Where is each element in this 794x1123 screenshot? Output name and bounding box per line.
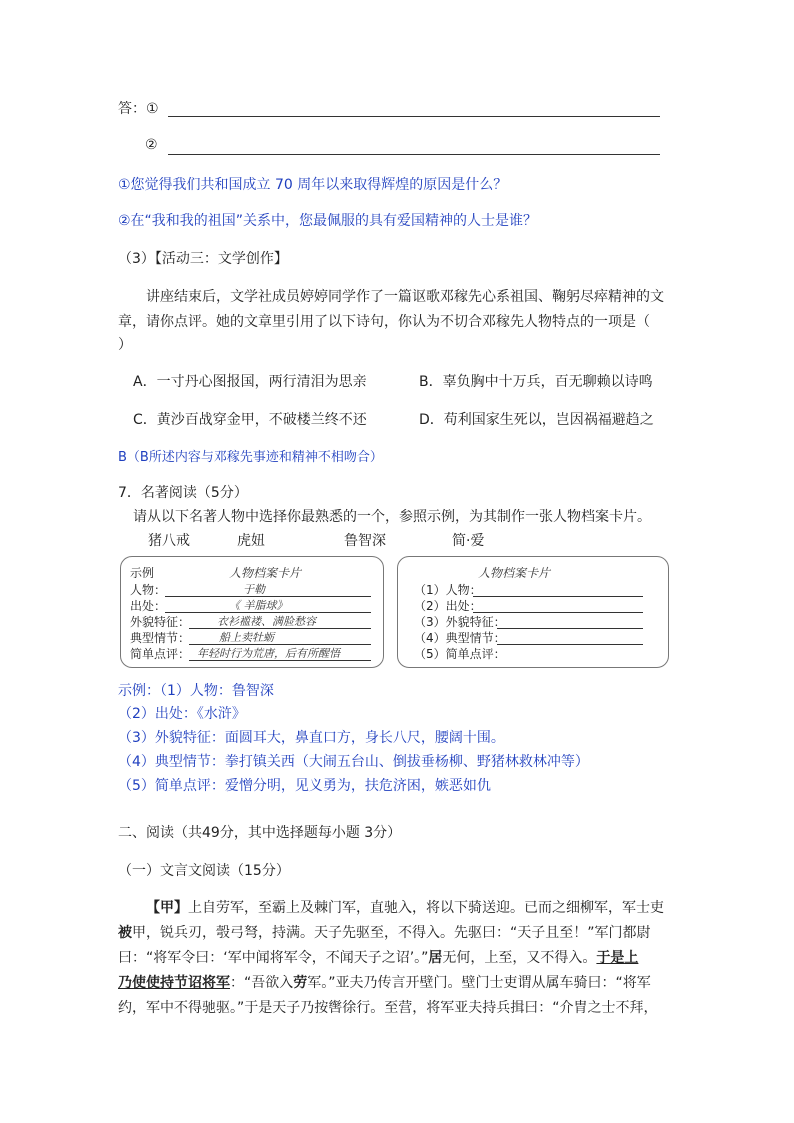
character-option-1: 猪八戒 [148,533,190,549]
subsection-title: （一）文言文阅读（15分） [118,863,290,879]
passage-mark: 【甲】 [146,900,188,916]
option-b: B．辜负胸中十万兵，百无聊赖以诗鸣 [419,374,653,390]
option-c: C．黄沙百战穿金甲，不破楼兰终不还 [133,412,367,428]
blank-card-blank[interactable] [497,628,643,629]
passage-text: 甲，锐兵刃，彀弓弩，持满。天子先驱至，不得入。先驱曰：“天子且至！”军门都尉 [132,925,651,941]
activity3-para-line3: ） [118,337,132,353]
activity3-answer: B（B所述内容与邓稼先事迹和精神不相吻合） [118,450,383,465]
q7-answer-line: 示例：（1）人物：鲁智深 [118,683,274,699]
example-card-value: 于勒 [243,583,265,596]
example-card-label: 典型情节： [130,631,191,645]
q7-answer-line: （5）简单点评：爱憎分明，见义勇为，扶危济困，嫉恶如仇 [118,778,491,794]
passage-text: 上自劳军，至霸上及棘门军，直驰入，将以下骑送迎。已而之细柳军，军士吏 [188,900,664,916]
blank-card [397,556,669,668]
passage-text: 军。”亚夫乃传言开壁门。壁门士吏谓从属车骑曰：“将军 [307,975,651,991]
example-card-value: 船上卖牡蛎 [219,631,274,644]
blank-card-label: （3）外貌特征： [414,615,506,629]
answer-blank-1[interactable] [168,116,660,117]
example-card-label: 出处： [130,599,167,613]
example-card-value: 衣衫褴褛、满脸愁容 [217,615,316,628]
passage-text: ：“吾欲入 [230,975,294,991]
example-card-value: 《 羊脂球》 [229,599,288,612]
example-card-label: 简单点评： [130,647,191,661]
blank-card-title: 人物档案卡片 [478,566,551,580]
blank-card-label: （2）出处： [414,599,482,613]
option-d: D．苟利国家生死以，岂因祸福避趋之 [419,412,654,428]
answer-marker-2: ② [145,137,158,153]
q7-answer-line: （4）典型情节：拳打镇关西（大闹五台山、倒拔垂杨柳、野猪林救林冲等） [118,754,589,770]
example-card [120,556,384,668]
blank-card-label: （5）简单点评： [414,647,506,661]
passage-line-3 [118,947,638,967]
passage-line-4 [118,972,651,992]
activity3-para-line1: 讲座结束后，文学社成员婷婷同学作了一篇讴歌邓稼先心系祖国、鞠躬尽瘁精神的文 [146,289,664,305]
question-1: ①您觉得我们共和国成立 70 周年以来取得辉煌的原因是什么？ [118,177,508,193]
character-option-4: 简·爱 [452,533,485,549]
activity3-heading: （3）【活动三：文学创作】 [118,251,288,267]
example-card-label: 外貌特征： [130,615,191,629]
question-2: ②在“我和我的祖国”关系中，您最佩服的具有爱国精神的人士是谁？ [118,213,538,229]
passage-keyword: 居 [428,950,443,966]
q7-answer-line: （2）出处：《水浒》 [118,706,246,722]
activity3-para-line2: 章，请你点评。她的文章里引用了以下诗句，你认为不切合邓稼先人物特点的一项是（ [118,314,650,330]
passage-text: 曰：“将军令曰：‘军中闻将军令，不闻天子之诏’。” [118,950,429,966]
answer-blank-2[interactable] [168,154,660,155]
section-title: 二、阅读（共49分，其中选择题每小题 3分） [118,825,402,841]
passage-underlined-phrase: 乃使使持节诏将军 [118,975,230,991]
passage-keyword: 被 [118,925,132,941]
passage-line-5: 约，军中不得驰驱。”于是天子乃按辔徐行。至营，将军亚夫持兵揖曰：“介胄之士不拜， [118,1000,658,1016]
passage-keyword: 劳 [293,975,308,991]
blank-card-blank[interactable] [473,596,643,597]
blank-card-blank[interactable] [497,644,643,645]
option-a: A．一寸丹心图报国，两行清泪为思亲 [133,374,367,390]
example-card-label: 人物： [130,583,167,597]
answer-prefix: 答：① [118,101,159,117]
passage-underlined-phrase: 于是上 [596,950,639,966]
example-card-corner-label: 示例 [130,566,155,580]
passage-text: 无何，上至，又不得入。 [442,950,597,966]
q7-answer-line: （3）外貌特征：面圆耳大，鼻直口方，身长八尺，腰阔十围。 [118,730,505,746]
character-option-2: 虎妞 [237,533,265,549]
passage-line-2 [118,922,651,942]
q7-instruction: 请从以下名著人物中选择你最熟悉的一个，参照示例，为其制作一张人物档案卡片。 [133,509,651,525]
q7-heading: 7．名著阅读（5分） [118,485,248,501]
passage-line-1 [146,897,664,917]
example-card-title: 人物档案卡片 [229,566,302,580]
character-option-3: 鲁智深 [344,533,386,549]
blank-card-label: （1）人物： [414,583,482,597]
blank-card-label: （4）典型情节： [414,631,506,645]
example-card-value: 年轻时行为荒唐，后有所醒悟 [197,647,340,660]
